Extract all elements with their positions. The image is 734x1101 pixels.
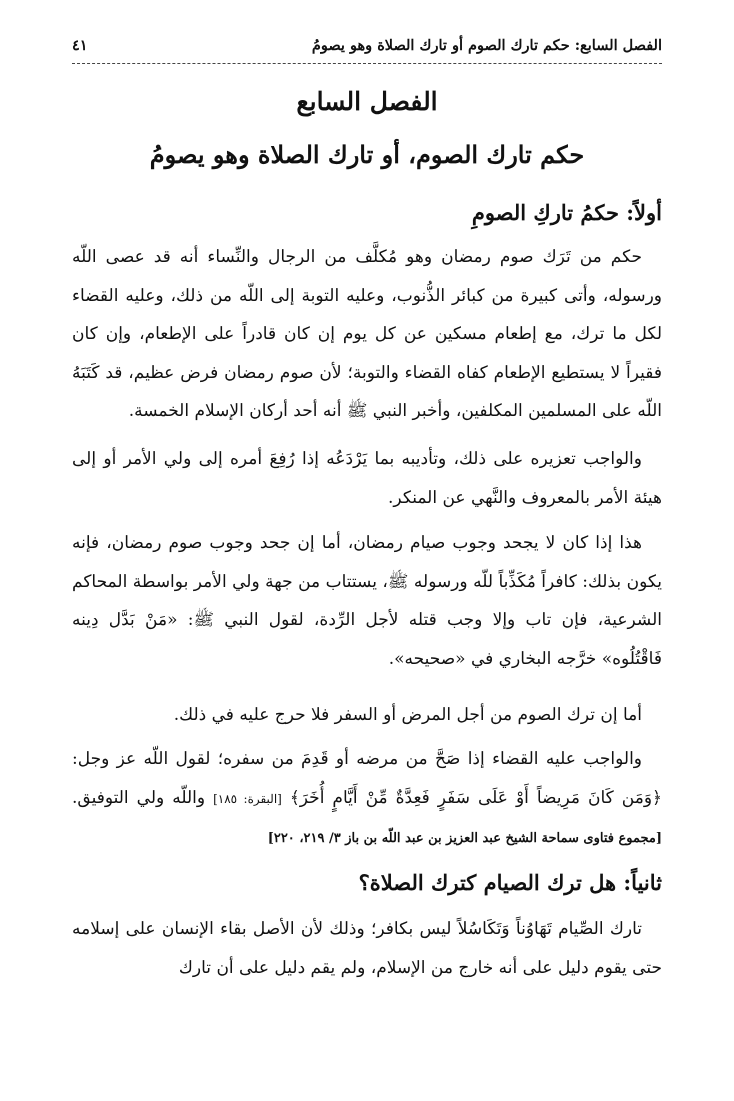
paragraph-ruling: حكم من تَرَك صوم رمضان وهو مُكلَّف من الرجال والنِّساء أنه قد عصى اللّه ورسوله، وأتى كبيرة من كبائر الذُّنوب، وعليه التوبة إلى اللّه من ذلك، وعليه القضاء لكل ما ترك، مع إطعام مسكين عن كل يوم إن كان قادراً على الإطعام، وإن كان فقيراً لا يستطيع الإطعام كفاه القضاء والتوبة؛ لأن صوم رمضان فرض عظيم، قد كَتَبَهُ اللّه على المسلمين المكلفين، وأخبر النبي ﷺ أنه أحد أركان الإسلام الخمسة.	[72, 247, 662, 421]
chapter-title: الفصل السابع	[296, 87, 438, 116]
running-title: الفصل السابع: حكم تارك الصوم أو تارك الصلاة وهو يصومُ	[311, 36, 662, 54]
paragraph-abandon-fasting: تارك الصِّيام تَهَاوُناً وَتَكَاسُلاً ليس بكافر؛ وذلك لأن الأصل بقاء الإنسان على إسلامه حتى يقوم دليل على أنه خارج من الإسلام، ولم يقم دليل على أن تارك	[72, 919, 662, 978]
makeup-text: والواجب عليه القضاء إذا صَحَّ من مرضه أو قَدِمَ من سفره؛ لقول اللّه عز وجل: ﴿وَمَن كَانَ مَرِيضاً أَوْ عَلَى سَفَرٍ فَعِدَّةٌ مِّنْ أَيَّامٍ أُخَرَ﴾	[72, 749, 662, 808]
closing-phrase: واللّه ولي التوفيق.	[72, 787, 206, 808]
running-header	[72, 30, 662, 60]
paragraph-discipline: والواجب تعزيره على ذلك، وتأديبه بما يَرْدَعُه إذا رُفِعَ أمره إلى ولي الأمر أو إلى هيئة الأمر بالمعروف والنَّهي عن المنكر.	[72, 449, 662, 508]
paragraph-denial: هذا إذا كان لا يجحد وجوب صيام رمضان، أما إن جحد وجوب صوم رمضان، فإنه يكون بذلك: كافراً مُكَذِّباً للّه ورسوله ﷺ، يستتاب من جهة ولي الأمر بواسطة المحاكم الشرعية، فإن تاب وإلا وجب قتله لأجل الرِّدة، لقول النبي ﷺ: «مَنْ بَدَّل دِينه فَاقْتُلُوه» خرَّجه البخاري في «صحيحه».	[72, 533, 662, 669]
page-number: ٤١	[72, 36, 88, 54]
section-heading-1: أولاً: حكمُ تاركِ الصومِ	[471, 200, 662, 225]
quran-reference: [البقرة: ١٨٥]	[213, 791, 282, 806]
fatwa-source: [مجموع فتاوى سماحة الشيخ عبد العزيز بن عبد اللّه بن باز ٣/ ٢١٩، ٢٢٠]	[267, 831, 662, 846]
paragraph-excuse: أما إن ترك الصوم من أجل المرض أو السفر فلا حرج عليه في ذلك.	[173, 705, 642, 725]
header-divider	[72, 63, 662, 64]
paragraph-makeup	[72, 740, 662, 859]
chapter-subtitle: حكم تارك الصوم، أو تارك الصلاة وهو يصومُ	[149, 140, 585, 169]
section-heading-2: ثانياً: هل ترك الصيام كترك الصلاة؟	[358, 870, 662, 895]
